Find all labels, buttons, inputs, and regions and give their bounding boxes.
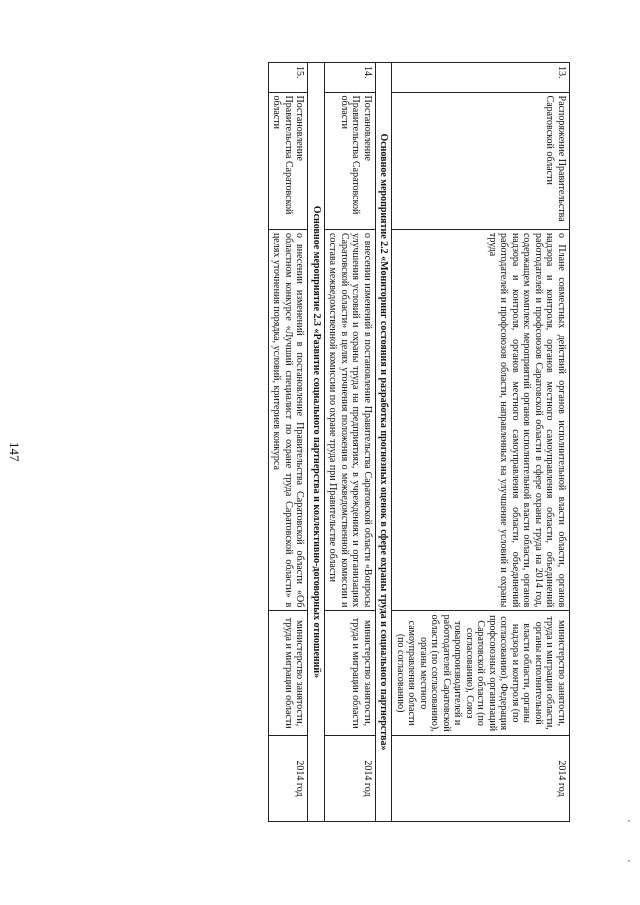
responsible-executors: министерство занятости, труда и миграции области, органы исполнительной власти области, органы надзора и контроля (по согласованию), Федерация профсоюзных организаций Саратовской области (по согласованию), Союз товаропроизводителей и работодателей Саратовской области (по согласованию), органы местного самоуправления области (по согласованию): [392, 611, 570, 736]
document-content: о внесении изменений в постановление Правительства Саратовской области «Об областном конкурсе «Лучший специалист по охране труда Саратовской области» в целях уточнения порядка, условий, критериев конкурса: [269, 229, 309, 610]
plan-table: [268, 62, 570, 822]
page-number: 147: [7, 442, 22, 462]
scan-speck: [628, 860, 630, 862]
document-type: Распоряжение Правительства Саратовской области: [392, 92, 570, 229]
deadline: 2014 год: [269, 735, 309, 821]
deadline: 2014 год: [325, 735, 376, 821]
document-content: о внесении изменений в постановление Правительства Саратовской области «Вопросы улучшения условий и охраны труда на предприятиях, в учреждениях и организациях Саратовской области» в целях уточнения положения о межведомственной комиссии и состава межведомственной комиссии по охране труда при Правительстве области: [325, 229, 376, 610]
table-row: [392, 63, 570, 822]
row-number: 14.: [325, 63, 376, 93]
row-number: 13.: [392, 63, 570, 93]
document-content: о Плане совместных действий органов исполнительной власти области, органов надзора и контроля, органов местного самоуправления области, объединений работодателей и профсоюзов Саратовской области в сфере охраны труда на 2014 год, содержащем комплекс мероприятий органов исполнительной власти области, органов надзора и контроля, органов местного самоуправления области, объединений работодателей и профсоюзов области, направленных на улучшение условий и охраны труда: [392, 229, 570, 610]
deadline: 2014 год: [392, 735, 570, 821]
responsible-executors: министерство занятости, труда и миграции области: [269, 611, 309, 736]
section-heading: Основное мероприятие 2.3 «Развитие социального партнерства и коллективно-договорных отношений»: [308, 63, 325, 822]
document-type: Постановление Правительства Саратовской области: [325, 92, 376, 229]
document-type: Постановление Правительства Саратовской области: [269, 92, 309, 229]
responsible-executors: министерство занятости, труда и миграции области: [325, 611, 376, 736]
section-heading: Основное мероприятие 2.2 «Мониторинг состояния и разработка прогнозных оценок в сфере охраны труда и социального партнерства»: [376, 63, 393, 822]
section-heading-row: [308, 63, 325, 822]
row-number: 15.: [269, 63, 309, 93]
table-row: [325, 63, 376, 822]
table-row: [269, 63, 309, 822]
section-heading-row: [376, 63, 393, 822]
scan-speck: [628, 820, 630, 822]
